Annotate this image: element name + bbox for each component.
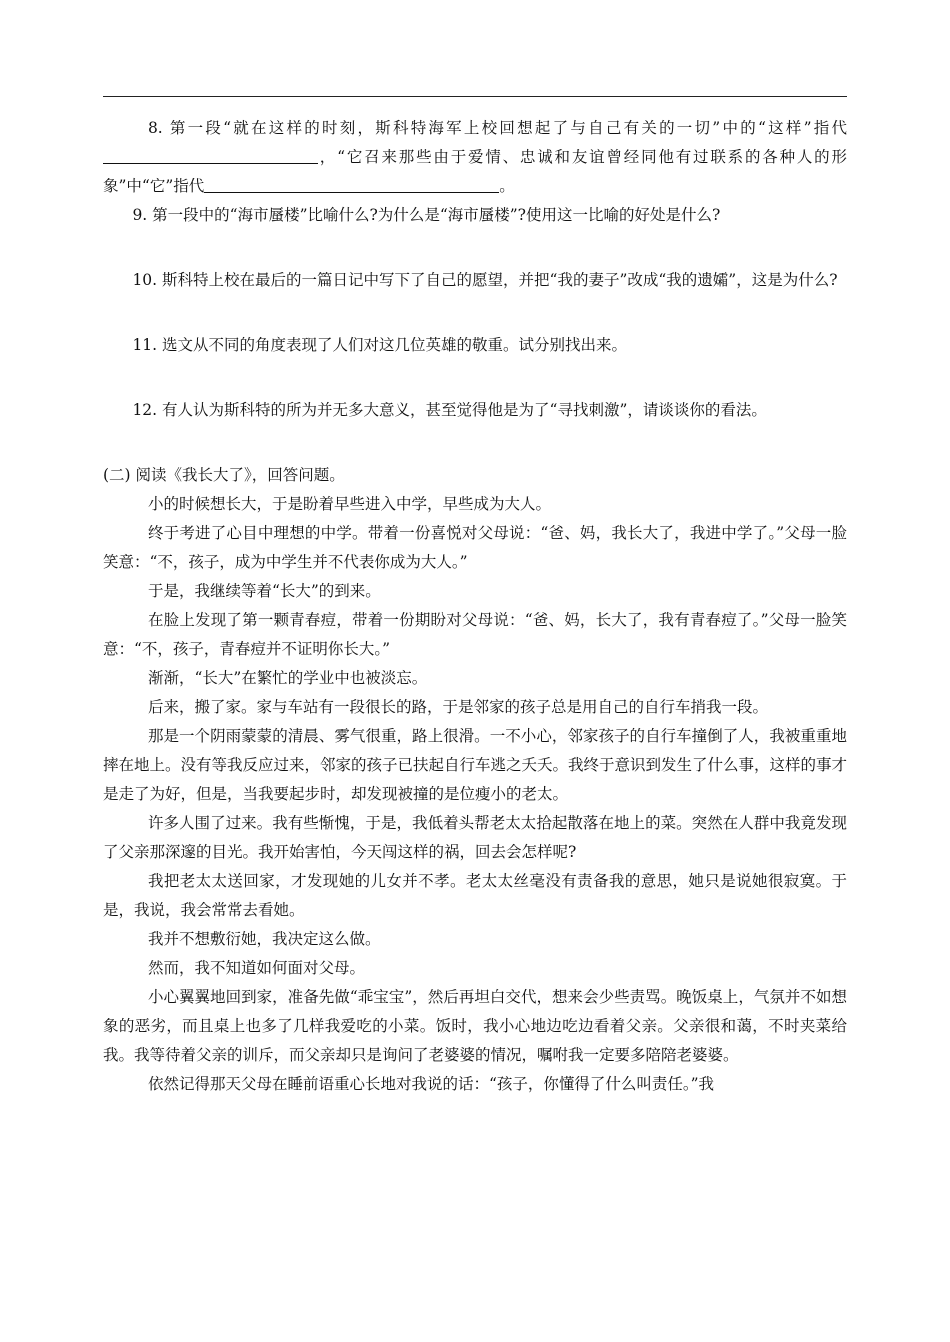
question-12: 12. 有人认为斯科特的所为并无多大意义，甚至觉得他是为了“寻找刺激”，请谈谈你的看法。	[132, 401, 767, 419]
answer-space-9	[103, 230, 847, 266]
passage-paragraph: 依然记得那天父母在睡前语重心长地对我说的话：“孩子，你懂得了什么叫责任。”我	[147, 1075, 715, 1093]
question-10: 10. 斯科特上校在最后的一篇日记中写下了自己的愿望，并把“我的妻子”改成“我的遗孀”，这是为什么?	[132, 271, 838, 289]
header-rule	[103, 96, 847, 97]
passage-paragraph: 于是，我继续等着“长大”的到来。	[147, 582, 381, 600]
passage-paragraph: 我把老太太送回家，才发现她的儿女并不孝。老太太丝毫没有责备我的意思，她只是说她很寂寞。于是，我说，我会常常去看她。	[103, 872, 847, 919]
question-8-text-2: ，“它召来那些由于爱情、忠诚和友谊曾经同他有过联系的各种人的形象”中“它”指代	[103, 148, 847, 195]
answer-blank-2[interactable]	[204, 174, 499, 193]
question-8-text-1: 8. 第一段“就在这样的时刻，斯科特海军上校回想起了与自己有关的一切”中的“这样”指代	[147, 119, 847, 137]
passage-paragraph: 许多人围了过来。我有些惭愧，于是，我低着头帮老太太拾起散落在地上的菜。突然在人群中我竟发现了父亲那深邃的目光。我开始害怕，今天闯这样的祸，回去会怎样呢?	[103, 814, 847, 861]
section-heading: (二) 阅读《我长大了》，回答问题。	[103, 466, 345, 484]
passage-paragraph: 小心翼翼地回到家，准备先做“乖宝宝”，然后再坦白交代，想来会少些责骂。晚饭桌上，气氛并不如想象的恶劣，而且桌上也多了几样我爱吃的小菜。饭时，我小心地边吃边看着父亲。父亲很和蔼，不时夹菜给我。我等待着父亲的训斥，而父亲却只是询问了老婆婆的情况，嘱咐我一定要多陪陪老婆婆。	[103, 988, 847, 1064]
passage-paragraph: 然而，我不知道如何面对父母。	[147, 959, 365, 977]
passage-paragraph: 小的时候想长大，于是盼着早些进入中学，早些成为大人。	[147, 495, 551, 513]
passage-paragraph: 后来，搬了家。家与车站有一段很长的路，于是邻家的孩子总是用自己的自行车捎我一段。	[147, 698, 768, 716]
answer-space-11	[103, 360, 847, 396]
page-content	[103, 114, 847, 1099]
answer-space-12	[103, 425, 847, 461]
passage-paragraph: 那是一个阴雨蒙蒙的清晨、雾气很重，路上很滑。一不小心，邻家孩子的自行车撞倒了人，我被重重地摔在地上。没有等我反应过来，邻家的孩子已扶起自行车逃之夭夭。我终于意识到发生了什么事，这样的事才是走了为好，但是，当我要起步时，却发现被撞的是位瘦小的老太。	[103, 727, 848, 803]
passage-paragraph: 渐渐，“长大”在繁忙的学业中也被淡忘。	[147, 669, 428, 687]
question-9: 9. 第一段中的“海市蜃楼”比喻什么?为什么是“海市蜃楼”?使用这一比喻的好处是什么?	[132, 206, 721, 224]
question-8-text-3: 。	[499, 177, 515, 195]
question-8	[103, 114, 847, 201]
answer-space-10	[103, 295, 847, 331]
passage-paragraph: 在脸上发现了第一颗青春痘，带着一份期盼对父母说：“爸、妈，长大了，我有青春痘了。”父母一脸笑意：“不，孩子，青春痘并不证明你长大。”	[103, 611, 847, 658]
passage-paragraph: 终于考进了心目中理想的中学。带着一份喜悦对父母说：“爸、妈，我长大了，我进中学了。”父母一脸笑意：“不，孩子，成为中学生并不代表你成为大人。”	[103, 524, 847, 571]
answer-blank-1[interactable]	[103, 145, 318, 164]
question-11: 11. 选文从不同的角度表现了人们对这几位英雄的敬重。试分别找出来。	[132, 336, 628, 354]
passage-paragraph: 我并不想敷衍她，我决定这么做。	[147, 930, 381, 948]
